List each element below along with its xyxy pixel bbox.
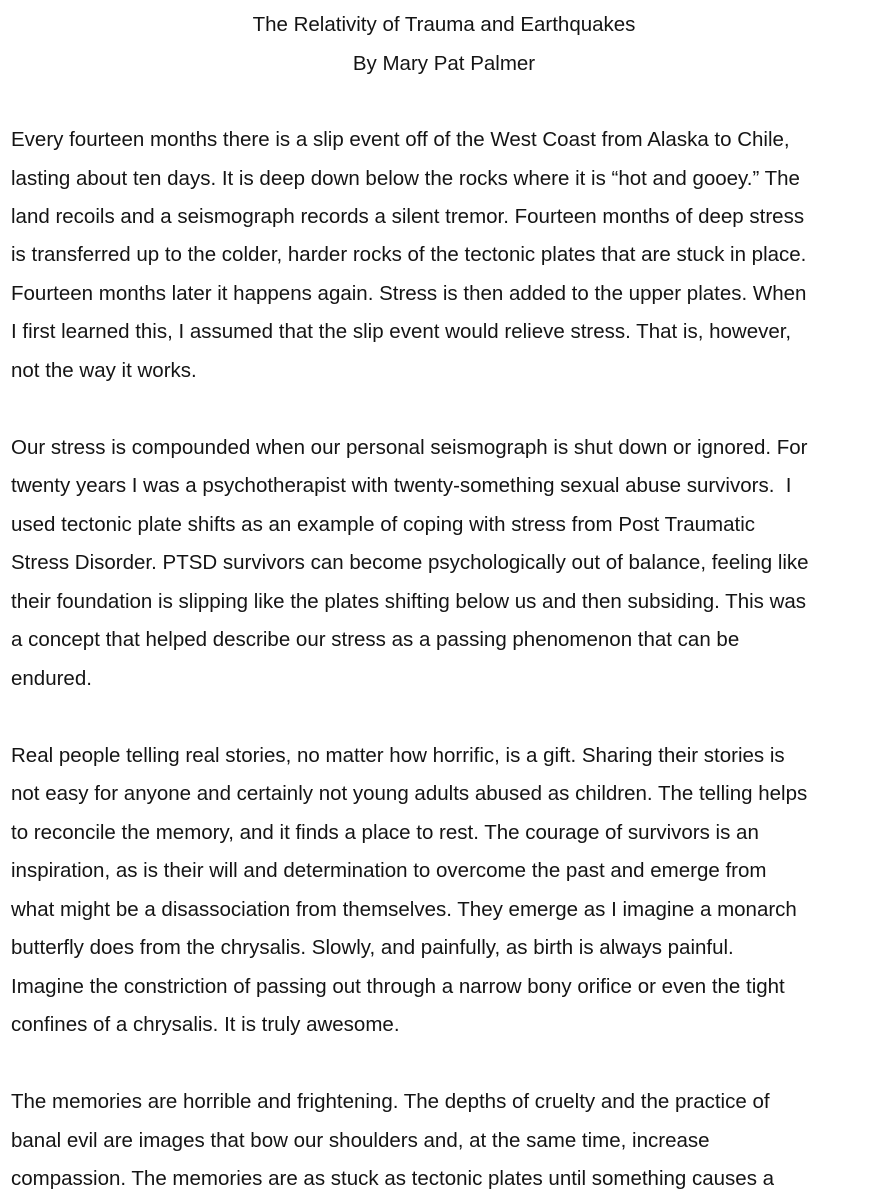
paragraph-line: Our stress is compounded when our personal seismograph is shut down or ignored. For — [11, 436, 808, 459]
paragraph-line: Imagine the constriction of passing out through a narrow bony orifice or even the tight — [11, 975, 785, 998]
paragraph-line: The memories are horrible and frightening. The depths of cruelty and the practice of — [11, 1090, 770, 1113]
paragraph-line: Fourteen months later it happens again. Stress is then added to the upper plates. When — [11, 282, 807, 305]
paragraph-line: lasting about ten days. It is deep down below the rocks where it is “hot and gooey.” The — [11, 167, 800, 190]
paragraph-line: inspiration, as is their will and determination to overcome the past and emerge from — [11, 859, 767, 882]
paragraph-line: endured. — [11, 667, 92, 690]
paragraph-line: I first learned this, I assumed that the slip event would relieve stress. That is, however, — [11, 320, 792, 343]
paragraph-line: Real people telling real stories, no matter how horrific, is a gift. Sharing their stories is — [11, 744, 785, 767]
document-title: The Relativity of Trauma and Earthquakes — [252, 13, 636, 36]
paragraph-line: not the way it works. — [11, 359, 197, 382]
paragraph-line: their foundation is slipping like the plates shifting below us and then subsiding. This was — [11, 590, 807, 613]
paragraph-line: land recoils and a seismograph records a silent tremor. Fourteen months of deep stress — [11, 205, 805, 228]
paragraph-line: to reconcile the memory, and it finds a place to rest. The courage of survivors is an — [11, 821, 759, 844]
paragraph-line: a concept that helped describe our stress as a passing phenomenon that can be — [11, 628, 740, 651]
paragraph-line: compassion. The memories are as stuck as tectonic plates until something causes a — [11, 1167, 775, 1190]
paragraph-line: used tectonic plate shifts as an example of coping with stress from Post Traumatic — [11, 513, 756, 536]
paragraph-line: twenty years I was a psychotherapist with twenty-something sexual abuse survivors. I — [11, 474, 792, 497]
paragraph-line: confines of a chrysalis. It is truly awesome. — [11, 1013, 400, 1036]
paragraph-line: Stress Disorder. PTSD survivors can become psychologically out of balance, feeling like — [11, 551, 809, 574]
paragraph-line: butterfly does from the chrysalis. Slowly, and painfully, as birth is always painful. — [11, 936, 734, 959]
paragraph-line: not easy for anyone and certainly not young adults abused as children. The telling helps — [11, 782, 808, 805]
paragraph-line: Every fourteen months there is a slip event off of the West Coast from Alaska to Chile, — [11, 128, 790, 151]
document-byline: By Mary Pat Palmer — [352, 52, 536, 75]
paragraph-line: is transferred up to the colder, harder rocks of the tectonic plates that are stuck in place. — [11, 243, 807, 266]
paragraph-line: what might be a disassociation from themselves. They emerge as I imagine a monarch — [11, 898, 797, 921]
paragraph-line: banal evil are images that bow our shoulders and, at the same time, increase — [11, 1129, 710, 1152]
